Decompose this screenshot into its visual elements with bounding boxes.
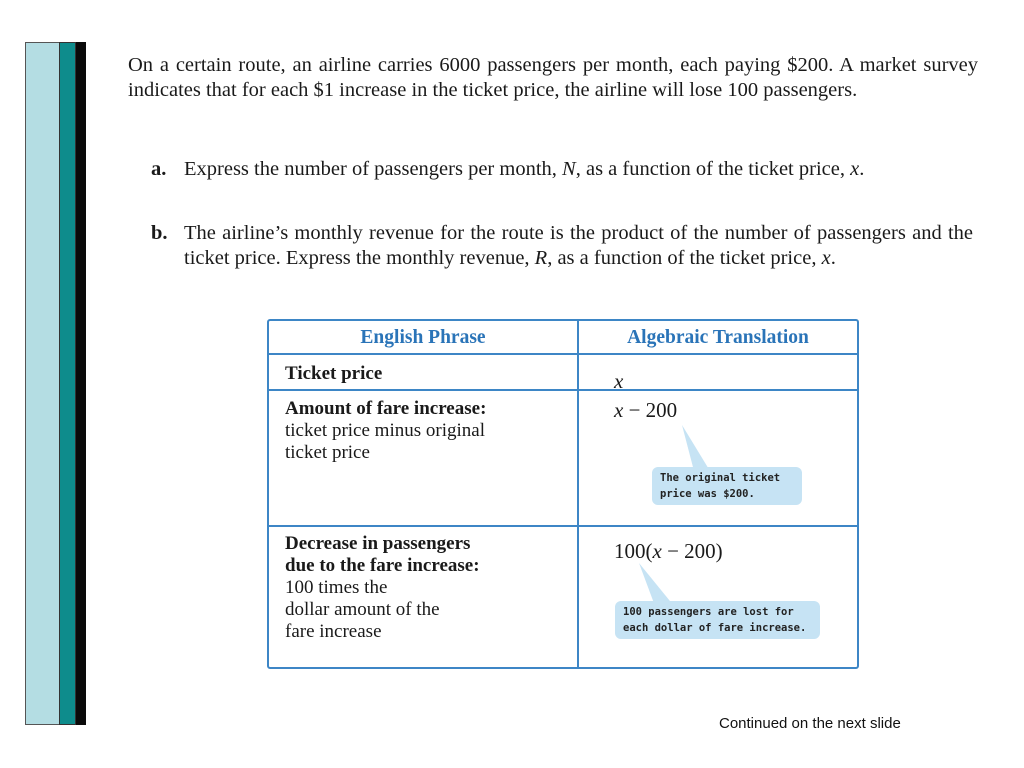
problem-intro: On a certain route, an airline carries 6000 passengers per month, each paying $200. A market survey indicates that for each $1 increase in the ticket price, the airline will lose 100 passengers. [128, 54, 978, 101]
translation-table [267, 319, 859, 669]
row-1-phrase: Ticket price [285, 363, 383, 384]
part-a-label: a. [151, 158, 167, 180]
row-2-translation: x − 200 [614, 398, 678, 422]
row-3-phrase: Decrease in passengers due to the fare increase: 100 times the dollar amount of the fare increase [285, 533, 480, 642]
table-row-divider [269, 525, 857, 527]
sidebar-decor-teal [59, 42, 76, 725]
callout-passengers-lost: 100 passengers are lost for each dollar of fare increase. [615, 601, 820, 639]
table-header-translation: Algebraic Translation [627, 327, 809, 348]
part-a-text: Express the number of passengers per month, N, as a function of the ticket price, x. [184, 158, 865, 180]
part-b-label: b. [151, 222, 168, 244]
row-2-phrase: Amount of fare increase: ticket price minus original ticket price [285, 398, 487, 463]
callout-pointer [664, 423, 714, 473]
sidebar-decor-dark [76, 42, 86, 725]
table-header-phrase: English Phrase [360, 327, 486, 348]
row-3-translation: 100(x − 200) [614, 539, 723, 563]
table-row-divider [269, 389, 857, 391]
part-b [151, 221, 973, 271]
table-row-divider [269, 353, 857, 355]
table-column-divider [577, 321, 579, 667]
sidebar-decor-light [25, 42, 60, 725]
continued-note: Continued on the next slide [719, 715, 901, 732]
callout-original-price: The original ticket price was $200. [652, 467, 802, 505]
row-1-translation: x [614, 369, 624, 393]
part-a [151, 157, 973, 182]
part-b-text: The airline’s monthly revenue for the route is the product of the number of passengers and the ticket price. Express the monthly revenue, R, as a function of the ticket price, x. [184, 222, 973, 269]
